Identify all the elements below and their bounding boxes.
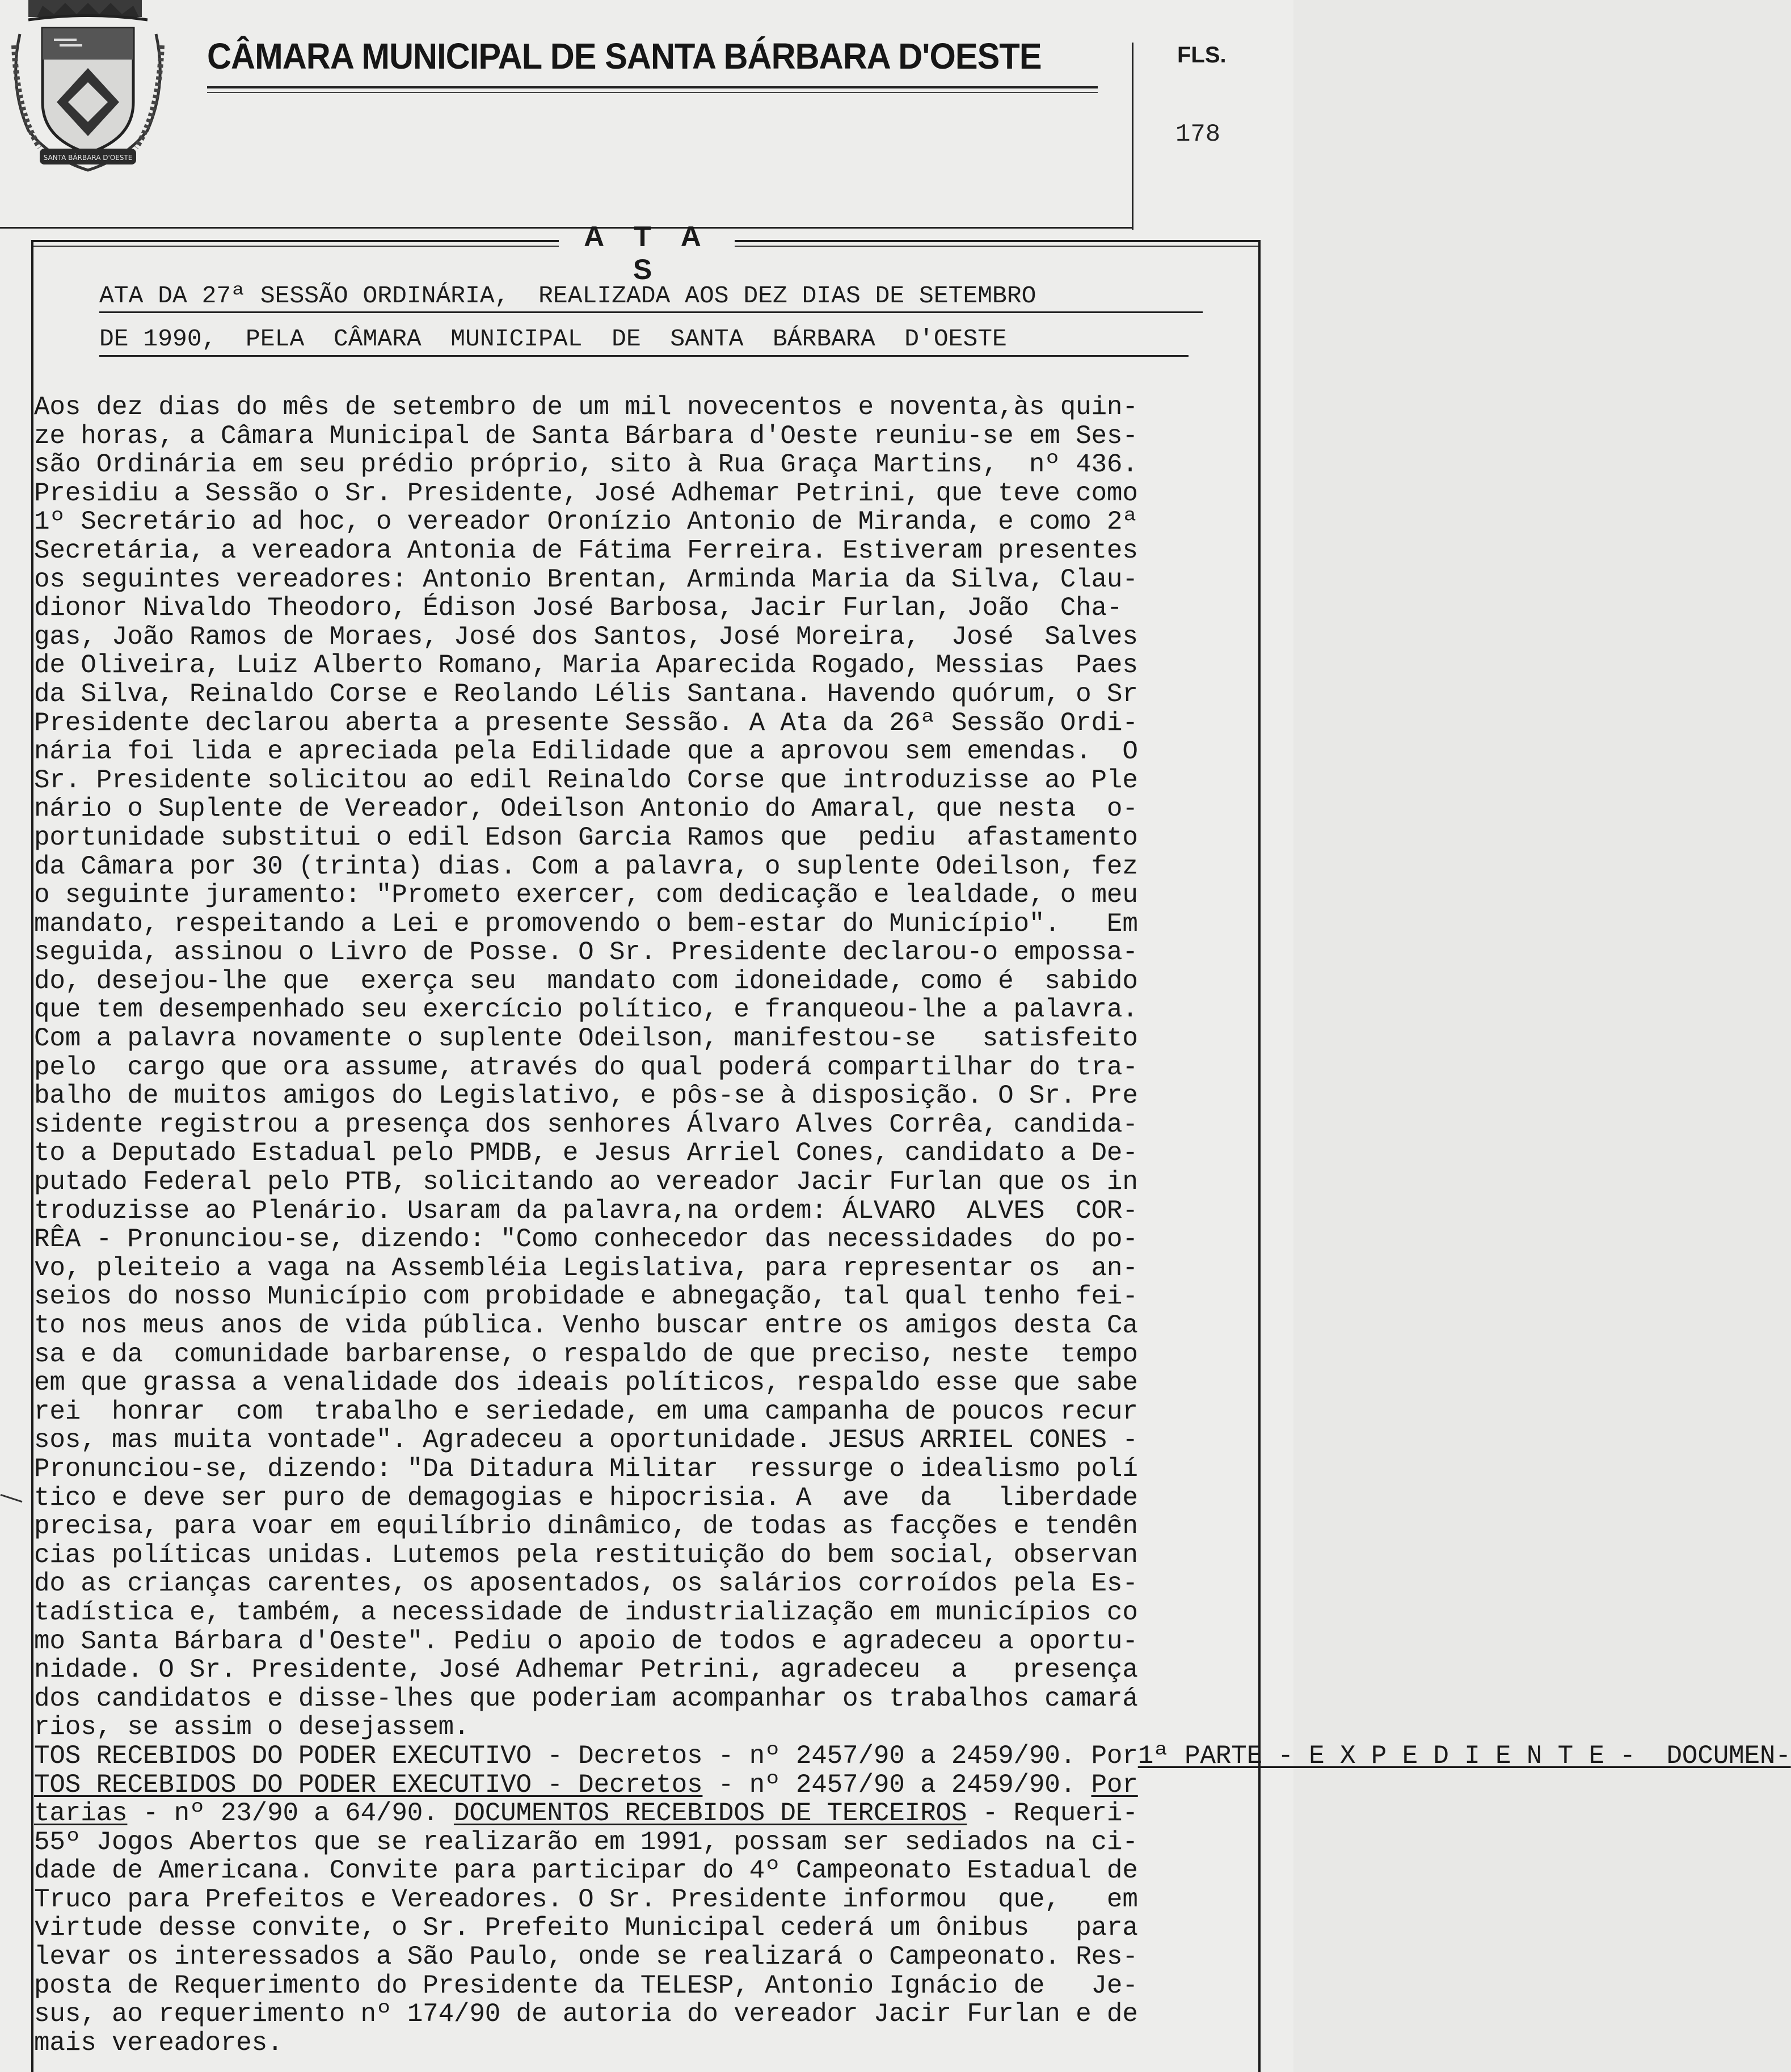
body-line — [34, 1771, 1259, 1800]
body-line: 55º Jogos Abertos que se realizarão em 1991, possam ser sediados na ci- — [34, 1827, 1138, 1857]
folio-number: 178 — [1175, 120, 1221, 149]
body-line-text: TOS RECEBIDOS DO PODER EXECUTIVO - Decretos - nº 2457/90 a 2459/90. Por — [34, 1741, 1138, 1771]
section-heading-expediente: 1ª PARTE - E X P E D I E N T E - DOCUMEN- — [1137, 1741, 1791, 1771]
body-line: Secretária, a vereadora Antonia de Fátima Ferreira. Estiveram presentes — [34, 535, 1138, 566]
body-line: dionor Nivaldo Theodoro, Édison José Barbosa, Jacir Furlan, João Cha- — [34, 593, 1123, 623]
body-line: mo Santa Bárbara d'Oeste". Pediu o apoio de todos e agradeceu a oportu- — [34, 1626, 1138, 1656]
body-line: do as crianças carentes, os aposentados, os salários corroídos pela Es- — [34, 1569, 1138, 1599]
minutes-body — [34, 393, 1791, 2058]
header-divider — [1132, 43, 1133, 230]
minutes-heading-line-2: DE 1990, PELA CÂMARA MUNICIPAL DE SANTA BÁRBARA D'OESTE — [99, 325, 1007, 353]
body-line: putado Federal pelo PTB, solicitando ao vereador Jacir Furlan que os in — [34, 1167, 1138, 1197]
body-line: sidente registrou a presença dos senhores Álvaro Alves Corrêa, candida- — [34, 1109, 1138, 1140]
body-line: sos, mas muita vontade". Agradeceu a oportunidade. JESUS ARRIEL CONES - — [34, 1425, 1138, 1455]
body-line: mandato, respeitando a Lei e promovendo o bem-estar do Município". Em — [34, 909, 1138, 939]
body-line: os seguintes vereadores: Antonio Brentan, Arminda Maria da Silva, Clau- — [34, 564, 1138, 594]
body-line: seios do nosso Município com probidade e abnegação, tal qual tenho fei- — [34, 1282, 1138, 1312]
executive-documents-heading: TOS RECEBIDOS DO PODER EXECUTIVO - Decretos — [34, 1770, 703, 1800]
body-line: em que grassa a venalidade dos ideais políticos, respaldo esse que sabe — [34, 1368, 1138, 1398]
body-line: o seguinte juramento: "Prometo exercer, com dedicação e lealdade, o meu — [34, 880, 1138, 910]
frame-top-right-inner — [735, 246, 1261, 247]
header-bottom-rule — [0, 227, 1133, 229]
body-line: Truco para Prefeitos e Vereadores. O Sr. Presidente informou que, em — [34, 1884, 1138, 1914]
body-line: balho de muitos amigos do Legislativo, e pôs-se à disposição. O Sr. Pre — [34, 1081, 1138, 1111]
body-line: nária foi lida e apreciada pela Edilidade que a aprovou sem emendas. O — [34, 737, 1138, 767]
body-line: 1º Secretário ad hoc, o vereador Oronízio Antonio de Miranda, e como 2ª — [34, 507, 1138, 537]
body-line: de Oliveira, Luiz Alberto Romano, Maria Aparecida Rogado, Messias Paes — [34, 651, 1138, 681]
body-line: levar os interessados a São Paulo, onde se realizará o Campeonato. Res- — [34, 1942, 1138, 1972]
body-line: Aos dez dias do mês de setembro de um mil novecentos e noventa,às quin- — [34, 393, 1138, 422]
body-line: virtude desse convite, o Sr. Prefeito Municipal cederá um ônibus para — [34, 1913, 1138, 1943]
body-line: pelo cargo que ora assume, através do qual poderá compartilhar do tra- — [34, 1052, 1138, 1082]
body-line: troduzisse ao Plenário. Usaram da palavra,na ordem: ÁLVARO ALVES COR- — [34, 1196, 1138, 1226]
third-party-documents-heading: DOCUMENTOS RECEBIDOS DE TERCEIROS — [453, 1799, 967, 1829]
portarias-label-cont: tarias — [34, 1799, 128, 1829]
body-line: dos candidatos e disse-lhes que poderiam acompanhar os trabalhos camará — [34, 1683, 1138, 1714]
body-line: Presidiu a Sessão o Sr. Presidente, José Adhemar Petrini, que teve como — [34, 478, 1138, 508]
body-line: gas, João Ramos de Moraes, José dos Santos, José Moreira, José Salves — [34, 622, 1138, 652]
body-line: que tem desempenhado seu exercício político, e franqueou-lhe a palavra. — [34, 995, 1138, 1025]
municipal-crest-icon — [6, 0, 170, 196]
frame-top-right — [735, 240, 1261, 242]
body-line: rios, se assim o desejassem. — [34, 1712, 485, 1742]
body-line: mais vereadores. — [34, 2028, 298, 2058]
body-line: dade de Americana. Convite para participar do 4º Campeonato Estadual de — [34, 1856, 1138, 1886]
body-line: da Silva, Reinaldo Corse e Reolando Lélis Santana. Havendo quórum, o Sr — [34, 679, 1138, 709]
body-line: vo, pleiteio a vaga na Assembléia Legislativa, para representar os an- — [34, 1253, 1138, 1283]
body-line: Pronunciou-se, dizendo: "Da Ditadura Militar ressurge o idealismo polí — [34, 1454, 1138, 1484]
body-line: ze horas, a Câmara Municipal de Santa Bárbara d'Oeste reuniu-se em Ses- — [34, 421, 1138, 451]
chamber-title: CÂMARA MUNICIPAL DE SANTA BÁRBARA D'OESTE — [207, 36, 1042, 77]
frame-top-left — [31, 240, 559, 242]
body-line: posta de Requerimento do Presidente da TELESP, Antonio Ignácio de Je- — [34, 1970, 1138, 2001]
body-line: RÊA - Pronunciou-se, dizendo: "Como conhecedor das necessidades do po- — [34, 1225, 1138, 1255]
folio-label: FLS. — [1177, 43, 1227, 67]
body-line: tico e deve ser puro de demagogias e hipocrisia. A ave da liberdade — [34, 1483, 1138, 1513]
body-line: rei honrar com trabalho e seriedade, em uma campanha de poucos recur — [34, 1396, 1138, 1427]
frame-left — [31, 241, 33, 2072]
body-line: Sr. Presidente solicitou ao edil Reinaldo Corse que introduzisse ao Ple — [34, 765, 1138, 795]
crest-motto: SANTA BÁRBARA D'OESTE — [43, 154, 133, 162]
body-line-text: - Requeri- — [967, 1799, 1138, 1829]
body-line-text: - nº 2457/90 a 2459/90. — [702, 1770, 1092, 1800]
body-line: precisa, para voar em equilíbrio dinâmico, de todas as facções e tendên — [34, 1512, 1138, 1542]
body-line: da Câmara por 30 (trinta) dias. Com a palavra, o suplente Odeilson, fez — [34, 851, 1138, 881]
minutes-heading-line-1: ATA DA 27ª SESSÃO ORDINÁRIA, REALIZADA AOS DEZ DIAS DE SETEMBRO — [99, 282, 1036, 310]
body-line: to nos meus anos de vida pública. Venho buscar entre os amigos desta Ca — [34, 1311, 1138, 1340]
frame-top-left-inner — [31, 246, 559, 247]
section-label: A T A S — [584, 221, 713, 285]
heading-underline-1 — [99, 311, 1203, 313]
body-line: nário o Suplente de Vereador, Odeilson Antonio do Amaral, que nesta o- — [34, 794, 1138, 824]
body-line: sa e da comunidade barbarense, o respaldo de que preciso, neste tempo — [34, 1339, 1138, 1369]
body-line: portunidade substitui o edil Edson Garcia Ramos que pediu afastamento — [34, 822, 1138, 853]
body-line: Presidente declarou aberta a presente Sessão. A Ata da 26ª Sessão Ordi- — [34, 708, 1138, 738]
body-line — [34, 1741, 1791, 1771]
title-rule-secondary — [207, 92, 1098, 93]
body-line: seguida, assinou o Livro de Posse. O Sr. Presidente declarou-o empossa- — [34, 938, 1138, 968]
margin-mark — [1, 1494, 23, 1503]
heading-underline-2 — [99, 355, 1189, 357]
body-line-text: - nº 23/90 a 64/90. — [127, 1799, 454, 1829]
body-line: são Ordinária em seu prédio próprio, sito à Rua Graça Martins, nº 436. — [34, 450, 1138, 480]
body-line: tadística e, também, a necessidade de industrialização em municípios co — [34, 1597, 1138, 1627]
body-line: to a Deputado Estadual pelo PMDB, e Jesus Arriel Cones, candidato a De- — [34, 1138, 1138, 1168]
body-line: do, desejou-lhe que exerça seu mandato com idoneidade, como é sabido — [34, 966, 1138, 996]
portarias-label: Por — [1091, 1770, 1138, 1800]
body-line: Com a palavra novamente o suplente Odeilson, manifestou-se satisfeito — [34, 1024, 1138, 1054]
body-line — [34, 1799, 1259, 1828]
body-line: cias políticas unidas. Lutemos pela restituição do bem social, observan — [34, 1540, 1138, 1570]
body-line: nidade. O Sr. Presidente, José Adhemar Petrini, agradeceu a presença — [34, 1655, 1138, 1685]
title-rule — [207, 86, 1098, 88]
body-line: sus, ao requerimento nº 174/90 de autoria do vereador Jacir Furlan e de — [34, 1999, 1138, 2029]
